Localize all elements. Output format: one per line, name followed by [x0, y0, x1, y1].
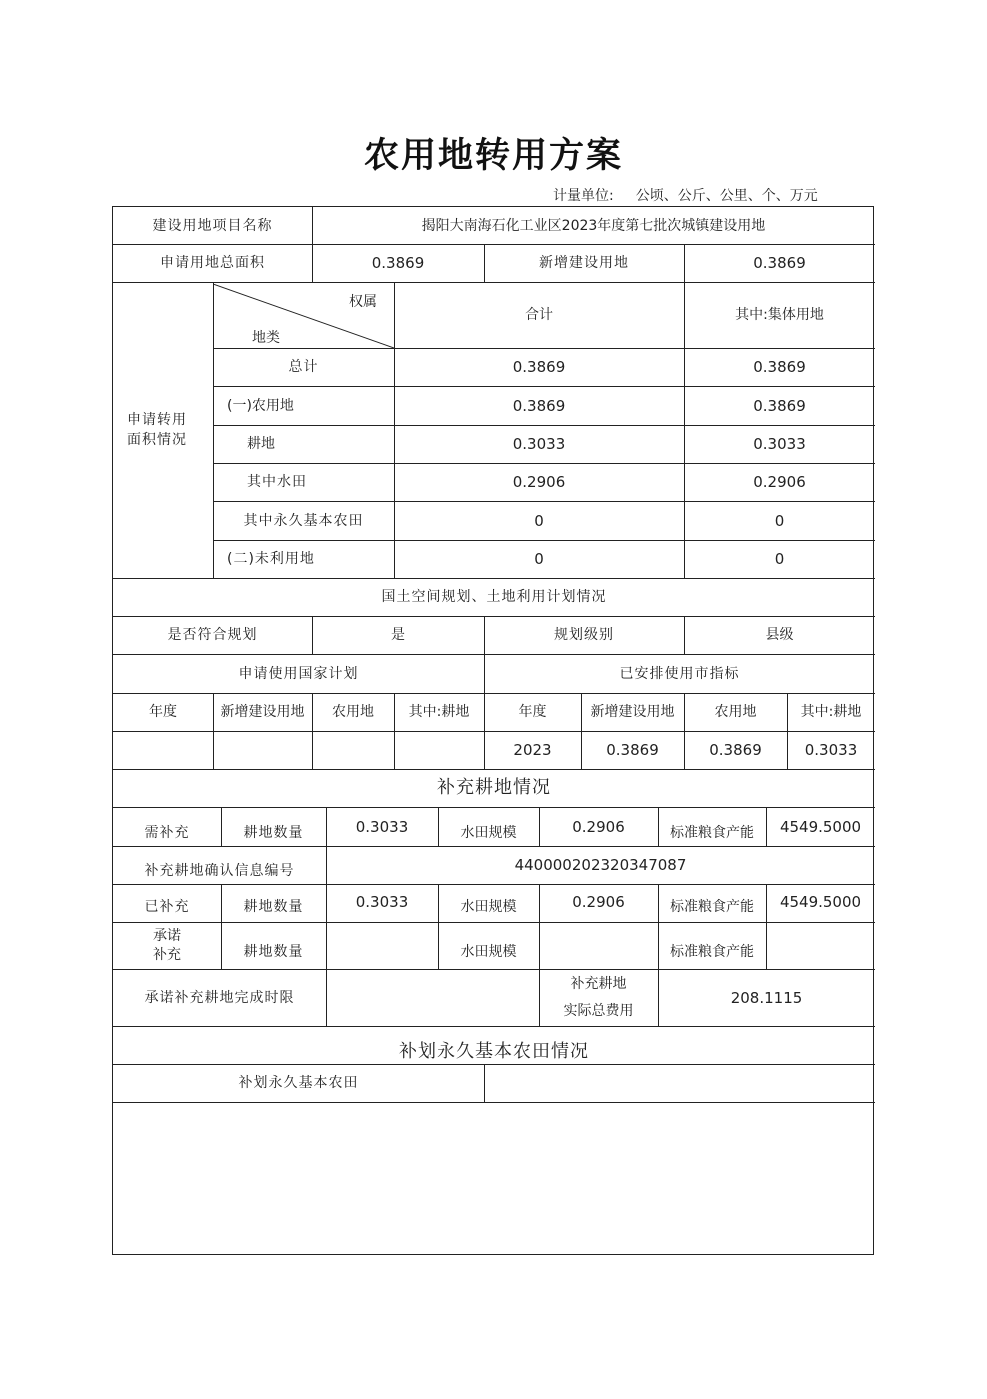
plan-val-year-1: [113, 731, 213, 769]
confirm-no-label: 补充耕地确认信息编号: [144, 863, 295, 879]
row-arable-collective: 0.3033: [753, 435, 806, 453]
promise-grain-value: [766, 922, 875, 969]
confirm-no-value: 440000202320347087: [514, 856, 687, 874]
plan-val-agri-2: 0.3869: [709, 741, 762, 759]
basic-farmland-label: 补划永久基本农田: [238, 1075, 359, 1091]
conform-label: 是否符合规划: [167, 627, 258, 643]
cost-label-line2: 实际总费用: [563, 1002, 634, 1019]
row-total-total: 0.3869: [512, 358, 566, 376]
project-name-label: 建设用地项目名称: [152, 217, 273, 234]
row-line: [113, 1026, 875, 1027]
blank-remarks-area: [113, 1102, 875, 1254]
plan-val-year-2: 2023: [513, 741, 552, 759]
new-construction-value: 0.3869: [753, 254, 806, 272]
promise-qty-value: [326, 922, 438, 969]
deadline-value: [326, 969, 539, 1026]
row-arable-label: 耕地: [247, 436, 275, 452]
promise-paddy-label: 水田规模: [460, 943, 517, 960]
header-landtype: 地类: [252, 330, 280, 346]
city-quota-label: 已安排使用市指标: [619, 665, 740, 682]
row-agri-collective: 0.3869: [753, 396, 806, 415]
col-collective-header: 其中:集体用地: [735, 307, 824, 323]
conform-value: 是: [391, 627, 405, 643]
unit-value: 公顷、公斤、公里、个、万元: [635, 188, 818, 204]
plan-col-agri-1: 农用地: [332, 704, 374, 720]
required-paddy-value: 0.2906: [572, 818, 625, 836]
row-permanent-label: 其中永久基本农田: [243, 512, 364, 529]
done-qty-label: 耕地数量: [243, 899, 304, 915]
national-plan-label: 申请使用国家计划: [238, 665, 359, 682]
plan-val-new-1: [213, 731, 312, 769]
row-unused-collective: 0: [774, 550, 785, 568]
total-area-value: 0.3869: [371, 254, 425, 272]
conversion-label-line2: 面积情况: [127, 432, 187, 448]
conversion-label-line1: 申请转用: [127, 412, 187, 428]
row-total-label: 总计: [288, 359, 319, 375]
new-construction-label: 新增建设用地: [539, 255, 629, 271]
promise-grain-label: 标准粮食产能: [670, 943, 754, 960]
row-permanent-collective: 0: [774, 511, 785, 530]
cost-label-line1: 补充耕地: [570, 975, 627, 992]
done-grain-value: 4549.5000: [779, 893, 862, 911]
row-agri-total: 0.3869: [512, 396, 566, 415]
promise-qty-label: 耕地数量: [243, 943, 304, 960]
supplement-section-title: 补充耕地情况: [437, 777, 551, 798]
unit-label: 计量单位:: [553, 188, 614, 204]
plan-val-arable-2: 0.3033: [804, 741, 858, 759]
row-paddy-label: 其中水田: [247, 474, 307, 490]
basic-farmland-value: [484, 1064, 875, 1102]
plan-col-arable-2: 其中:耕地: [800, 704, 862, 720]
done-grain-label: 标准粮食产能: [670, 899, 754, 915]
done-qty-value: 0.3033: [355, 893, 409, 911]
deadline-label: 承诺补充耕地完成时限: [144, 989, 295, 1006]
required-qty-value: 0.3033: [355, 818, 409, 836]
plan-col-new-1: 新增建设用地: [220, 704, 305, 720]
done-paddy-value: 0.2906: [572, 893, 625, 911]
done-label: 已补充: [144, 899, 190, 915]
required-grain-value: 4549.5000: [779, 818, 862, 836]
plan-val-new-2: 0.3869: [606, 741, 659, 759]
cost-value: 208.1115: [730, 989, 803, 1007]
plan-val-arable-1: [394, 731, 484, 769]
basic-farmland-section-title: 补划永久基本农田情况: [399, 1041, 589, 1062]
cost-label: [539, 969, 658, 1026]
measurement-unit: [553, 185, 818, 205]
plan-col-agri-2: 农用地: [714, 704, 757, 720]
plan-level-label: 规划级别: [554, 627, 614, 643]
document-title: 农用地转用方案: [363, 135, 623, 176]
required-qty-label: 耕地数量: [243, 824, 304, 841]
row-total-collective: 0.3869: [753, 358, 806, 376]
required-paddy-label: 水田规模: [460, 824, 517, 841]
planning-section-title: 国土空间规划、土地利用计划情况: [381, 589, 607, 605]
plan-col-year-1: 年度: [149, 704, 177, 720]
row-arable-total: 0.3033: [512, 435, 566, 453]
row-paddy-collective: 0.2906: [753, 473, 806, 491]
row-line: [113, 807, 875, 808]
plan-col-arable-1: 其中:耕地: [408, 704, 470, 720]
row-agri-label: (一)农用地: [227, 397, 294, 414]
conversion-form-table: [112, 206, 874, 1255]
row-unused-total: 0: [534, 550, 544, 568]
row-unused-label: (二)未利用地: [227, 551, 315, 567]
total-area-label: 申请用地总面积: [160, 255, 265, 271]
done-paddy-label: 水田规模: [460, 899, 517, 915]
plan-col-new-2: 新增建设用地: [590, 704, 675, 720]
col-total-header: 合计: [525, 307, 553, 323]
promise-label-line2: 补充: [153, 946, 181, 963]
required-grain-label: 标准粮食产能: [670, 824, 754, 841]
header-ownership: 权属: [349, 294, 377, 310]
plan-val-agri-1: [312, 731, 394, 769]
row-permanent-total: 0: [534, 511, 544, 530]
row-paddy-total: 0.2906: [512, 473, 566, 491]
promise-label: [113, 922, 221, 969]
promise-label-line1: 承诺: [153, 927, 181, 944]
required-label: 需补充: [144, 824, 190, 841]
plan-col-year-2: 年度: [518, 704, 547, 720]
plan-level-value: 县级: [765, 627, 794, 643]
conversion-section-label: [113, 282, 213, 578]
promise-paddy-value: [539, 922, 658, 969]
project-name-value: 揭阳大南海石化工业区2023年度第七批次城镇建设用地: [421, 217, 766, 234]
